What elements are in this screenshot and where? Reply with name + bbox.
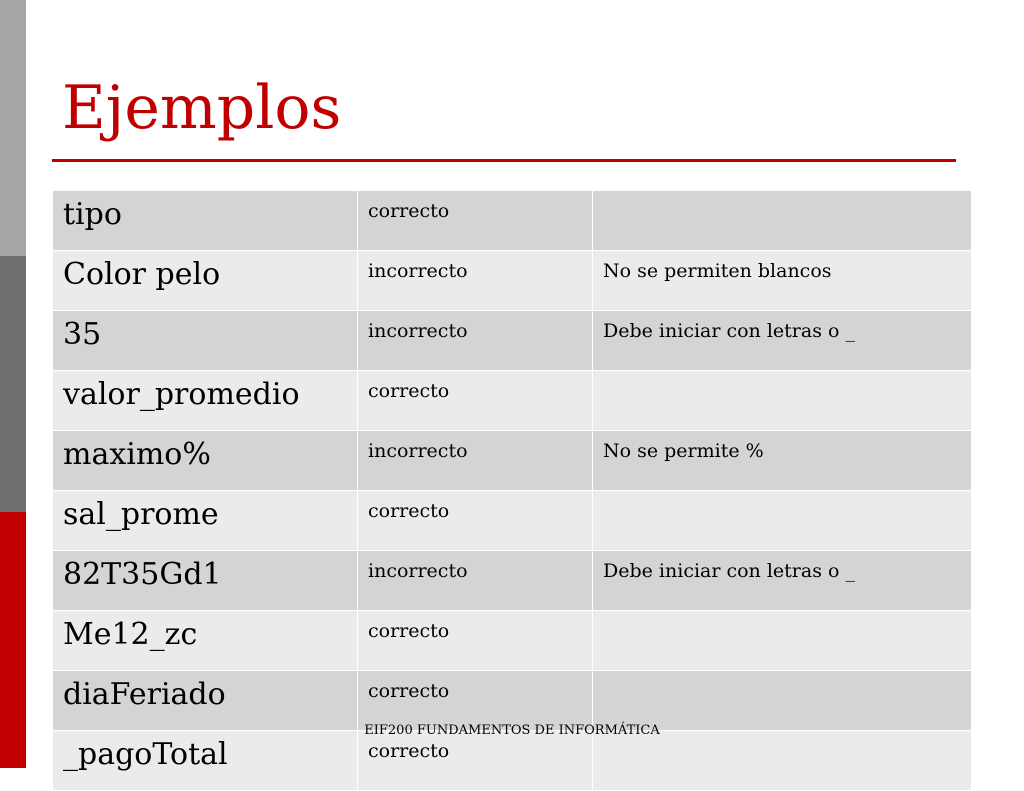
identifier-cell: tipo: [53, 191, 358, 251]
table-row: [53, 251, 972, 311]
status-cell: correcto: [358, 191, 593, 251]
table-row: [53, 551, 972, 611]
title-underline: [52, 159, 956, 162]
note-cell: Debe iniciar con letras o _: [593, 311, 972, 371]
table-row: [53, 671, 972, 731]
note-cell: [593, 611, 972, 671]
note-cell: [593, 731, 972, 791]
sidebar-accent-top: [0, 0, 26, 256]
examples-table: [52, 190, 972, 791]
status-cell: correcto: [358, 671, 593, 731]
identifier-cell: sal_prome: [53, 491, 358, 551]
table-row: [53, 191, 972, 251]
table-row: [53, 311, 972, 371]
note-cell: Debe iniciar con letras o _: [593, 551, 972, 611]
table-row: [53, 371, 972, 431]
note-cell: No se permiten blancos: [593, 251, 972, 311]
identifier-cell: valor_promedio: [53, 371, 358, 431]
note-cell: [593, 671, 972, 731]
status-cell: correcto: [358, 731, 593, 791]
note-cell: [593, 191, 972, 251]
status-cell: correcto: [358, 371, 593, 431]
table-row: [53, 611, 972, 671]
slide-title: Ejemplos: [62, 73, 342, 143]
status-cell: incorrecto: [358, 311, 593, 371]
table-row: [53, 491, 972, 551]
status-cell: correcto: [358, 611, 593, 671]
identifier-cell: Color pelo: [53, 251, 358, 311]
identifier-cell: diaFeriado: [53, 671, 358, 731]
note-cell: [593, 491, 972, 551]
identifier-cell: 82T35Gd1: [53, 551, 358, 611]
table-row: [53, 431, 972, 491]
slide-footer: EIF200 FUNDAMENTOS DE INFORMÁTICA: [364, 723, 660, 738]
status-cell: incorrecto: [358, 551, 593, 611]
identifier-cell: maximo%: [53, 431, 358, 491]
status-cell: correcto: [358, 491, 593, 551]
note-cell: [593, 371, 972, 431]
status-cell: incorrecto: [358, 431, 593, 491]
identifier-cell: 35: [53, 311, 358, 371]
identifier-cell: _pagoTotal: [53, 731, 358, 791]
identifier-cell: Me12_zc: [53, 611, 358, 671]
note-cell: No se permite %: [593, 431, 972, 491]
status-cell: incorrecto: [358, 251, 593, 311]
table-row: [53, 731, 972, 791]
sidebar-accent-middle: [0, 256, 26, 512]
